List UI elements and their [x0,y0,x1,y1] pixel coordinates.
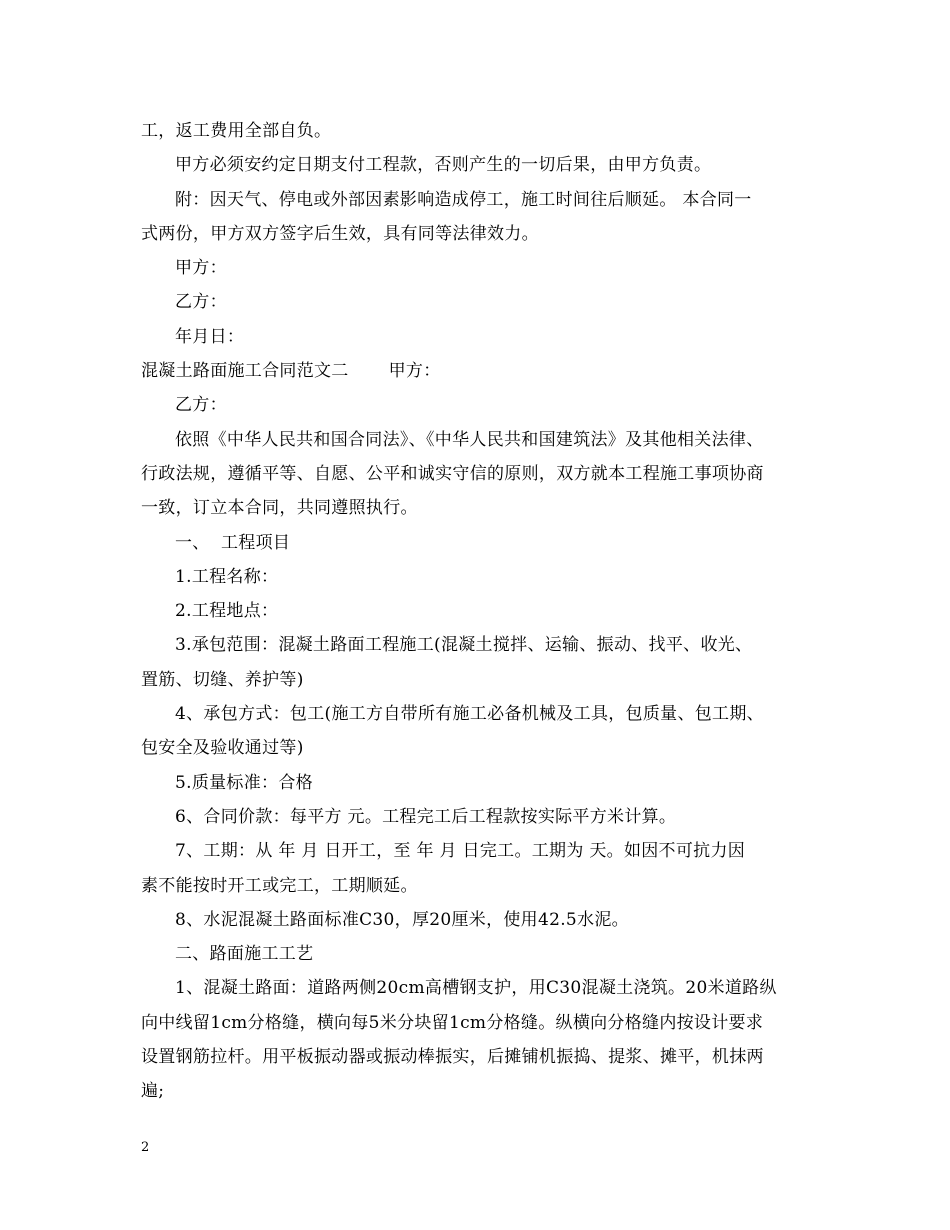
paragraph-line: 一致，订立本合同，共同遵照执行。 [141,498,418,519]
party-b-label: 乙方： [175,395,227,416]
list-item: 6、合同价款：每平方 元。工程完工后工程款按实际平方米计算。 [175,806,677,827]
section-heading-line [141,354,841,388]
list-item-continuation: 向中线留1cm分格缝，横向每5米分块留1cm分格缝。纵横向分格缝内按设计要求 [141,1012,764,1033]
paragraph-line: 式两份，甲方双方签字后生效，具有同等法律效力。 [141,223,539,244]
list-item: 3.承包范围：混凝土路面工程施工(混凝土搅拌、运输、振动、找平、收光、 [175,635,753,656]
paragraph-line: 行政法规，遵循平等、自愿、公平和诚实守信的原则，双方就本工程施工事项协商 [141,463,764,484]
paragraph-line: 甲方必须安约定日期支付工程款，否则产生的一切后果，由甲方负责。 [175,155,712,176]
list-item: 4、承包方式：包工(施工方自带所有施工必备机械及工具，包质量、包工期、 [175,704,764,725]
list-item: 1、混凝土路面：道路两侧20cm高槽钢支护，用C30混凝土浇筑。20米道路纵 [175,978,777,999]
page-number: 2 [141,1140,150,1155]
list-item: 5.质量标准：合格 [175,772,313,793]
section-title: 混凝土路面施工合同范文二 [141,361,349,382]
signature-date: 年月日： [175,326,245,347]
section-heading: 一、 工程项目 [175,532,291,553]
list-item-continuation: 包安全及验收通过等) [141,738,304,759]
party-a-label: 甲方： [388,361,441,382]
section-heading: 二、路面施工工艺 [175,944,314,965]
list-item-continuation: 设置钢筋拉杆。用平板振动器或振动棒振实，后摊铺机振捣、提浆、摊平，机抹两 [141,1047,764,1068]
list-item-continuation: 遍; [141,1081,165,1102]
list-item-continuation: 素不能按时开工或完工，工期顺延。 [141,875,418,896]
paragraph-line: 工，返工费用全部自负。 [141,121,332,141]
document-body [141,114,841,1109]
paragraph-line: 依照《中华人民共和国合同法》、《中华人民共和国建筑法》及其他相关法律、 [175,429,764,450]
signature-party-b: 乙方： [175,292,227,313]
list-item: 8、水泥混凝土路面标准C30，厚20厘米，使用42.5水泥。 [175,909,629,930]
paragraph-line: 附：因天气、停电或外部因素影响造成停工，施工时间往后顺延。 本合同一 [175,189,752,210]
list-item: 7、工期：从 年 月 日开工，至 年 月 日完工。工期为 天。如因不可抗力因 [175,841,746,862]
list-item: 1.工程名称： [175,566,279,587]
list-item-continuation: 置筋、切缝、养护等) [141,669,304,690]
signature-party-a: 甲方： [175,258,227,279]
list-item: 2.工程地点： [175,601,279,622]
